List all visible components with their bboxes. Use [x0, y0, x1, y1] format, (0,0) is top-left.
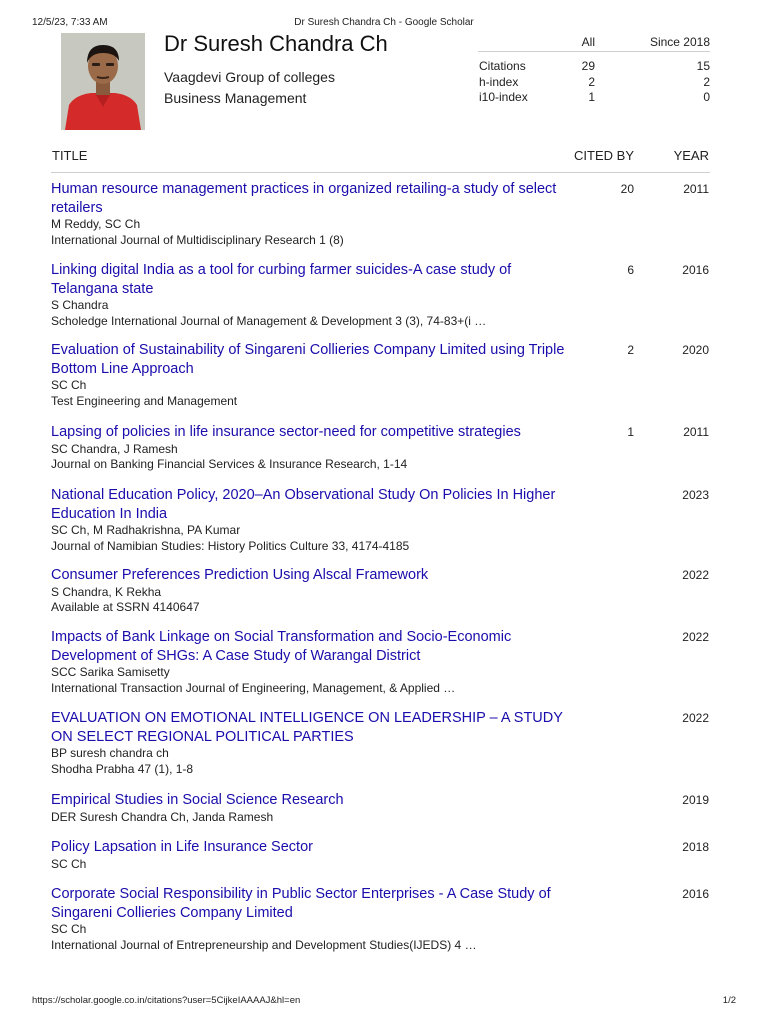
stats-label: i10-index	[479, 90, 528, 104]
article-cited-by-link[interactable]: 2	[627, 343, 634, 357]
column-cited-by-header[interactable]: CITED BY	[574, 148, 634, 163]
article-venue: International Journal of Multidisciplinary Research 1 (8)	[51, 232, 344, 247]
print-datetime: 12/5/23, 7:33 AM	[32, 17, 108, 28]
print-url: https://scholar.google.co.in/citations?user=5CijkeIAAAAJ&hl=en	[32, 995, 301, 1006]
article-row	[51, 423, 710, 473]
citation-stats-table	[478, 34, 710, 106]
article-venue: Scholedge International Journal of Management & Development 3 (3), 74-83+(i …	[51, 313, 487, 328]
article-row	[51, 566, 710, 616]
article-venue: Journal on Banking Financial Services & Insurance Research, 1-14	[51, 457, 408, 471]
article-title-link[interactable]: Human resource management practices in organized retailing-a study of select retailers	[51, 181, 557, 216]
article-title-link[interactable]: Corporate Social Responsibility in Public Sector Enterprises - A Case Study of Singareni Collieries Company Limited	[51, 886, 551, 921]
article-venue: International Transaction Journal of Engineering, Management, & Applied …	[51, 680, 456, 695]
article-title-link[interactable]: Consumer Preferences Prediction Using Alscal Framework	[51, 567, 429, 583]
profile-affiliation[interactable]: Vaagdevi Group of colleges	[164, 69, 335, 85]
stats-value-all: 1	[588, 90, 595, 104]
article-title-link[interactable]: Evaluation of Sustainability of Singareni Collieries Company Limited using Triple Bottom Line Approach	[51, 342, 565, 377]
article-row	[51, 791, 710, 825]
article-venue: Test Engineering and Management	[51, 393, 238, 408]
print-header	[32, 17, 736, 31]
article-row	[51, 486, 710, 554]
article-year: 2019	[682, 793, 709, 807]
article-authors: BP suresh chandra ch	[51, 746, 169, 760]
stats-col-since: Since 2018	[649, 35, 710, 49]
article-year: 2022	[682, 711, 709, 725]
article-year: 2016	[682, 263, 709, 277]
column-title-header[interactable]: TITLE	[52, 148, 88, 163]
article-row	[51, 261, 710, 329]
stats-value-all: 2	[588, 74, 595, 89]
article-title-link[interactable]: Policy Lapsation in Life Insurance Sector	[51, 839, 313, 855]
articles-table-header	[51, 146, 710, 173]
article-authors: SC Chandra, J Ramesh	[51, 441, 178, 456]
article-year: 2018	[682, 840, 709, 854]
article-authors: SC Ch	[51, 378, 87, 392]
article-authors: DER Suresh Chandra Ch, Janda Ramesh	[51, 809, 274, 824]
article-venue: International Journal of Entrepreneurship and Development Studies(IJEDS) 4 …	[51, 937, 477, 952]
profile-interest-link[interactable]: Business Management	[164, 90, 307, 106]
person-photo-icon	[61, 33, 145, 130]
article-authors: S Chandra	[51, 298, 109, 312]
article-title-link[interactable]: Linking digital India as a tool for curbing farmer suicides-A case study of Telangana state	[51, 262, 512, 297]
stats-row-citations	[478, 59, 710, 75]
stats-value-since: 15	[696, 59, 710, 73]
article-year: 2023	[682, 488, 709, 502]
stats-value-since: 2	[703, 74, 710, 89]
profile-photo	[61, 33, 145, 130]
stats-row-h-index	[478, 75, 710, 91]
article-year: 2022	[682, 568, 709, 582]
article-venue: Shodha Prabha 47 (1), 1-8	[51, 761, 194, 776]
article-year: 2020	[682, 343, 709, 357]
article-row	[51, 838, 710, 872]
article-cited-by-link[interactable]: 20	[620, 182, 634, 196]
article-year: 2011	[683, 425, 709, 439]
article-year: 2011	[683, 182, 709, 196]
article-cited-by-link[interactable]: 1	[627, 425, 634, 439]
article-venue: Journal of Namibian Studies: History Politics Culture 33, 4174-4185	[51, 538, 410, 553]
article-authors: SC Ch	[51, 922, 87, 936]
profile-name: Dr Suresh Chandra Ch	[164, 31, 388, 56]
article-title-link[interactable]: Empirical Studies in Social Science Research	[51, 792, 344, 808]
article-year: 2016	[682, 887, 709, 901]
article-cited-by-link[interactable]: 6	[627, 263, 634, 277]
article-authors: SCC Sarika Samisetty	[51, 665, 170, 679]
stats-value-since: 0	[703, 90, 710, 104]
stats-header-row	[478, 34, 710, 52]
article-title-link[interactable]: National Education Policy, 2020–An Observational Study On Policies In Higher Education In India	[51, 487, 556, 522]
stats-row-i10-index	[478, 90, 710, 106]
article-authors: SC Ch, M Radhakrishna, PA Kumar	[51, 523, 241, 537]
article-year: 2022	[682, 630, 709, 644]
stats-value-all: 29	[581, 59, 595, 73]
article-authors: M Reddy, SC Ch	[51, 217, 141, 231]
stats-col-all: All	[581, 35, 595, 49]
column-year-header[interactable]: YEAR	[673, 148, 709, 163]
article-title-link[interactable]: Impacts of Bank Linkage on Social Transformation and Socio-Economic Development of SHGs: A Case Study of Warangal District	[51, 629, 512, 664]
article-row	[51, 180, 710, 248]
print-footer	[32, 995, 736, 1009]
article-authors: SC Ch	[51, 856, 87, 871]
article-title-link[interactable]: Lapsing of policies in life insurance sector-need for competitive strategies	[51, 424, 521, 440]
article-row	[51, 885, 710, 953]
stats-label: Citations	[479, 59, 526, 73]
article-row	[51, 341, 710, 409]
article-authors: S Chandra, K Rekha	[51, 584, 162, 599]
print-page-title: Dr Suresh Chandra Ch - Google Scholar	[294, 17, 474, 28]
article-row	[51, 709, 710, 777]
article-title-link[interactable]: EVALUATION ON EMOTIONAL INTELLIGENCE ON LEADERSHIP – A STUDY ON SELECT REGIONAL POLITICAL PARTIES	[51, 710, 563, 745]
print-page-number: 1/2	[722, 995, 736, 1006]
article-venue: Available at SSRN 4140647	[51, 600, 200, 614]
article-row	[51, 628, 710, 696]
stats-label: h-index	[479, 74, 519, 89]
